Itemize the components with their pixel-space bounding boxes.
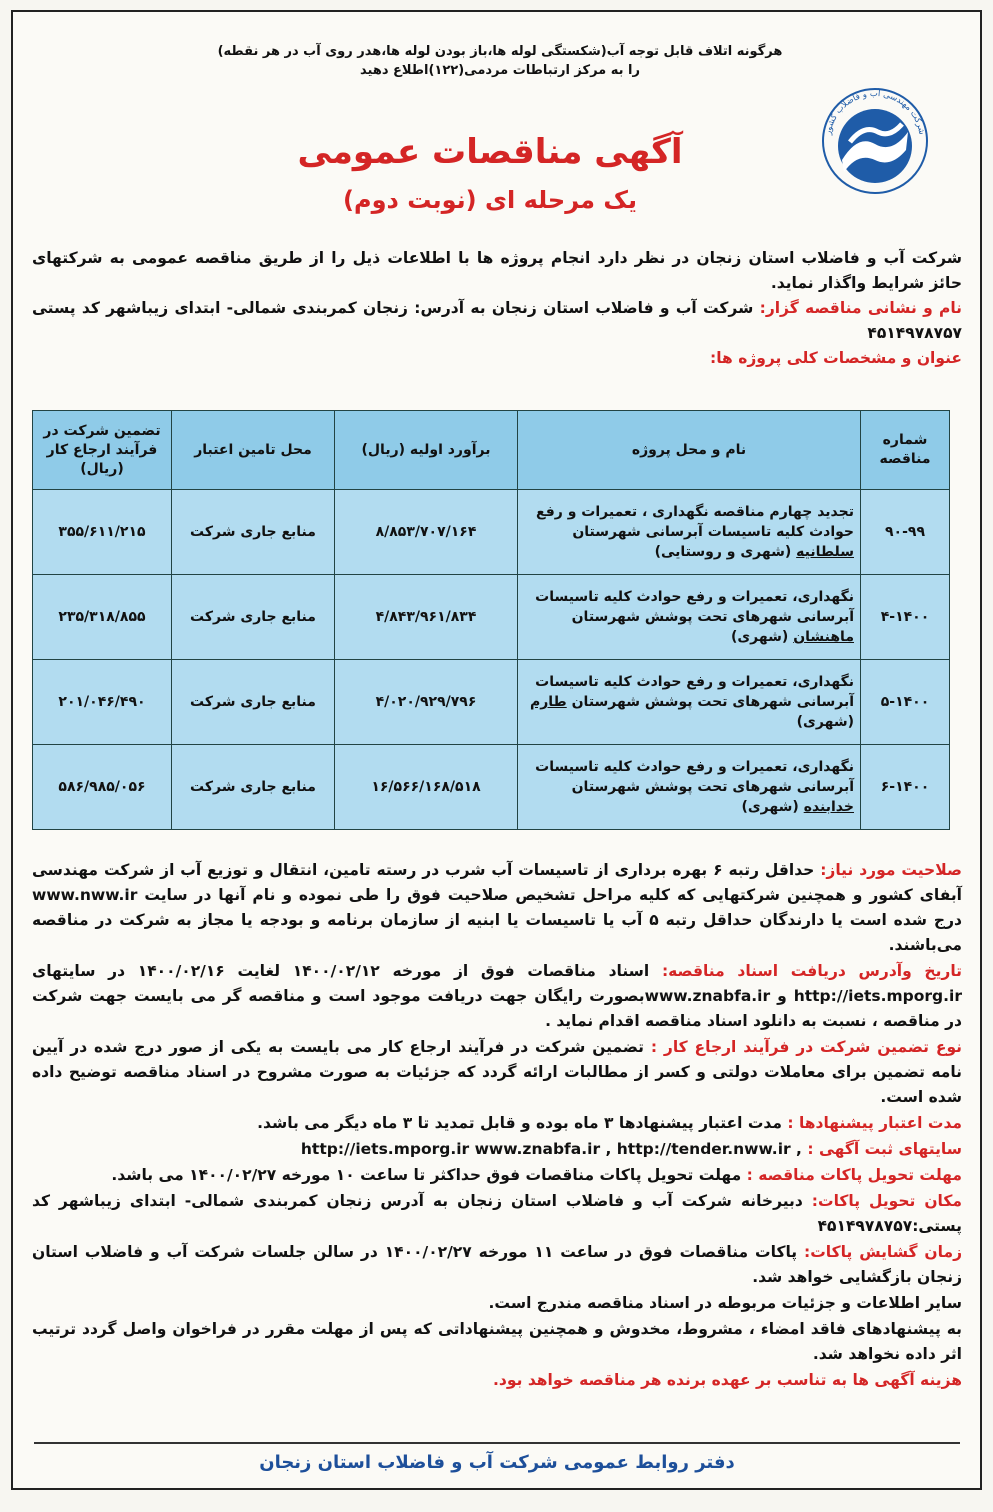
project-name-main: نگهداری، تعمیرات و رفع حوادث کلیه تاسیسات آبرسانی شهرهای تحت پوشش شهرستان xyxy=(535,674,854,710)
iets-link[interactable]: http://iets.mporg.ir xyxy=(793,987,962,1005)
guarantee-text: تضمین شرکت در فرآیند ارجاع کار می بایست به یکی از صور درج شده در آیین نامه تضمین برای معاملات دولتی و کسر از مطالبات ارائه گردد که جزئیات به صورت مشروح در اسناد مناقصه توضیح داده شده است. xyxy=(32,1038,962,1106)
footer-text: دفتر روابط عمومی شرکت آب و فاضلاب استان زنجان xyxy=(259,1452,735,1473)
delivery-paragraph xyxy=(32,1189,962,1239)
cost-paragraph: هزینه آگهی ها به تناسب بر عهده برنده هر مناقصه خواهد بود. xyxy=(493,1371,962,1389)
project-place: سلطانیه xyxy=(796,544,854,560)
intro-section xyxy=(32,246,962,371)
header-funding: محل تامین اعتبار xyxy=(172,411,335,490)
row-guarantee: ۲۳۵/۳۱۸/۸۵۵ xyxy=(33,575,172,660)
opening-label: زمان گشایش پاکات: xyxy=(804,1243,963,1261)
documents-text-a: اسناد مناقصات فوق از مورخه ۱۴۰۰/۰۲/۱۲ لغایت ۱۴۰۰/۰۲/۱۶ در سایتهای xyxy=(32,962,650,980)
row-number: ۶-۱۴۰۰ xyxy=(861,745,950,830)
row-estimate: ۸/۸۵۳/۷۰۷/۱۶۴ xyxy=(335,490,518,575)
row-number: ۹۰-۹۹ xyxy=(861,490,950,575)
table-row xyxy=(33,490,950,575)
project-name-main: تجدید چهارم مناقصه نگهداری ، تعمیرات و رفع حوادث کلیه تاسیسات آبرسانی شهرستان xyxy=(536,504,854,540)
documents-and: و xyxy=(777,987,787,1005)
row-guarantee: ۳۵۵/۶۱۱/۲۱۵ xyxy=(33,490,172,575)
row-estimate: ۴/۰۲۰/۹۲۹/۷۹۶ xyxy=(335,660,518,745)
row-number: ۴-۱۴۰۰ xyxy=(861,575,950,660)
deadline-label: مهلت تحویل پاکات مناقصه : xyxy=(746,1166,962,1184)
row-estimate: ۴/۸۴۳/۹۶۱/۸۳۴ xyxy=(335,575,518,660)
row-number: ۵-۱۴۰۰ xyxy=(861,660,950,745)
validity-label: مدت اعتبار پیشنهادها : xyxy=(787,1114,962,1132)
organizer-text: شرکت آب و فاضلاب استان زنجان به آدرس: زنجان کمربندی شمالی- ابتدای زیباشهر کد پستی ۴۵۱۴۹۷۸۷۵۷ xyxy=(32,299,962,342)
header-number: شماره مناقصه xyxy=(861,411,950,490)
project-name-suffix: (شهری) xyxy=(730,629,789,645)
sites-label: سایتهای ثبت آگهی : xyxy=(807,1140,962,1158)
intro-text: شرکت آب و فاضلاب استان زنجان در نظر دارد انجام پروژه ها با اطلاعات ذیل را از طریق مناقصه عمومی به شرکتهای حائز شرایط واگذار نماید. xyxy=(32,249,962,292)
delivery-text: دبیرخانه شرکت آب و فاضلاب استان زنجان به آدرس زنجان کمربندی شمالی- ابتدای زیباشهر کد پستی:۴۵۱۴۹۷۸۷۵۷ xyxy=(32,1192,962,1235)
project-name-main: نگهداری، تعمیرات و رفع حوادث کلیه تاسیسات آبرسانی شهرهای تحت پوشش شهرستان xyxy=(535,589,854,625)
qualification-text-b: درج شده است یا دارندگان حداقل رتبه ۵ آب یا تاسیسات یا ابنیه از سازمان برنامه و بودجه یا مجاز به شرکت در مناقصه می‌باشند. xyxy=(32,911,962,954)
header-guarantee: تضمین شرکت در فرآیند ارجاع کار (ریال) xyxy=(33,411,172,490)
page-subtitle: یک مرحله ای (نوبت دوم) xyxy=(343,186,637,214)
row-project-name xyxy=(518,490,861,575)
row-funding: منابع جاری شرکت xyxy=(172,490,335,575)
page-title: آگهی مناقصات عمومی xyxy=(297,132,683,172)
row-funding: منابع جاری شرکت xyxy=(172,575,335,660)
qualification-paragraph xyxy=(32,858,962,958)
project-name-suffix: (شهری) xyxy=(796,714,854,730)
project-name-main: نگهداری، تعمیرات و رفع حوادث کلیه تاسیسات آبرسانی شهرهای تحت پوشش شهرستان xyxy=(535,759,854,795)
projects-heading: عنوان و مشخصات کلی پروژه ها: xyxy=(710,349,962,367)
project-place: ماهنشان xyxy=(793,629,854,645)
delivery-label: مکان تحویل پاکات: xyxy=(811,1192,962,1210)
nww-link[interactable]: www.nww.ir xyxy=(32,886,138,904)
top-notice-line-1: هرگونه اتلاف قابل توجه آب(شکستگی لوله ها،باز بودن لوله ها،هدر روی آب در هر نقطه) xyxy=(217,44,783,59)
organizer-label: نام و نشانی مناقصه گزار: xyxy=(759,299,962,317)
row-project-name xyxy=(518,745,861,830)
header-estimate: برآورد اولیه (ریال) xyxy=(335,411,518,490)
table-row xyxy=(33,745,950,830)
sites-links[interactable]: http://iets.mporg.ir www.znabfa.ir , http://tender.nww.ir , xyxy=(300,1140,802,1158)
conditions-section xyxy=(32,858,962,1394)
top-notice-line-2: را به مرکز ارتباطات مردمی(۱۲۲)اطلاع دهید xyxy=(360,63,640,78)
opening-paragraph xyxy=(32,1240,962,1290)
row-estimate: ۱۶/۵۶۶/۱۶۸/۵۱۸ xyxy=(335,745,518,830)
qualification-label: صلاحیت مورد نیاز: xyxy=(820,861,962,879)
row-funding: منابع جاری شرکت xyxy=(172,660,335,745)
other-info-paragraph: سایر اطلاعات و جزئیات مربوطه در اسناد مناقصه مندرج است. xyxy=(488,1294,962,1312)
tender-notice-page xyxy=(11,10,982,1490)
row-guarantee: ۵۸۶/۹۸۵/۰۵۶ xyxy=(33,745,172,830)
row-funding: منابع جاری شرکت xyxy=(172,745,335,830)
project-place: خدابنده xyxy=(803,799,854,815)
water-company-logo-icon xyxy=(806,72,944,210)
opening-text: پاکات مناقصات فوق در ساعت ۱۱ مورخه ۱۴۰۰/۰۲/۲۷ در سالن جلسات شرکت آب و فاضلاب استان زنجان بازگشایی خواهد شد. xyxy=(32,1243,962,1286)
guarantee-paragraph xyxy=(32,1035,962,1110)
row-project-name xyxy=(518,660,861,745)
sites-paragraph xyxy=(32,1137,962,1162)
deadline-paragraph xyxy=(32,1163,962,1188)
qualification-text-a: حداقل رتبه ۶ بهره برداری از تاسیسات آب شرب در رسته تامین، انتقال و توزیع آب از شرکت مهندسی آبفای کشور و همچنین شرکتهایی که کلیه مراحل تشخیص صلاحیت فوق را طی نموده و نام آنها در سایت xyxy=(32,861,962,904)
guarantee-label: نوع تضمین شرکت در فرآیند ارجاع کار : xyxy=(650,1038,962,1056)
invalid-bids-paragraph: به پیشنهادهای فاقد امضاء ، مشروط، مخدوش و همچنین پیشنهاداتی که پس از مهلت مقرر در فراخوان واصل گردد ترتیب اثر داده نخواهد شد. xyxy=(32,1320,962,1363)
footer-divider xyxy=(34,1442,960,1444)
table-row xyxy=(33,575,950,660)
project-place: طارم xyxy=(529,694,567,710)
projects-table xyxy=(32,410,950,830)
project-name-suffix: (شهری و روستایی) xyxy=(654,544,792,560)
row-guarantee: ۲۰۱/۰۴۶/۴۹۰ xyxy=(33,660,172,745)
validity-paragraph xyxy=(32,1111,962,1136)
top-notice xyxy=(180,42,820,80)
header-name: نام و محل پروژه xyxy=(518,411,861,490)
project-name-suffix: (شهری) xyxy=(741,799,799,815)
documents-text-b: بصورت رایگان جهت دریافت موجود است و مناقصه گر می بایست جهت شرکت در مناقصه ، نسبت به دانلود اسناد مناقصه اقدام نماید . xyxy=(32,987,962,1030)
table-row xyxy=(33,660,950,745)
logo-text: شرکت مهندسی آب و فاضلاب کشور xyxy=(823,88,927,136)
validity-text: مدت اعتبار پیشنهادها ۳ ماه بوده و قابل تمدید تا ۳ ماه دیگر می باشد. xyxy=(257,1114,782,1132)
znabfa-link[interactable]: www.znabfa.ir xyxy=(644,987,771,1005)
row-project-name xyxy=(518,575,861,660)
organizer-info xyxy=(32,296,962,346)
documents-label: تاریخ وآدرس دریافت اسناد مناقصه: xyxy=(661,962,962,980)
documents-paragraph xyxy=(32,959,962,1034)
deadline-text: مهلت تحویل پاکات مناقصات فوق حداکثر تا ساعت ۱۰ مورخه ۱۴۰۰/۰۲/۲۷ می باشد. xyxy=(111,1166,742,1184)
